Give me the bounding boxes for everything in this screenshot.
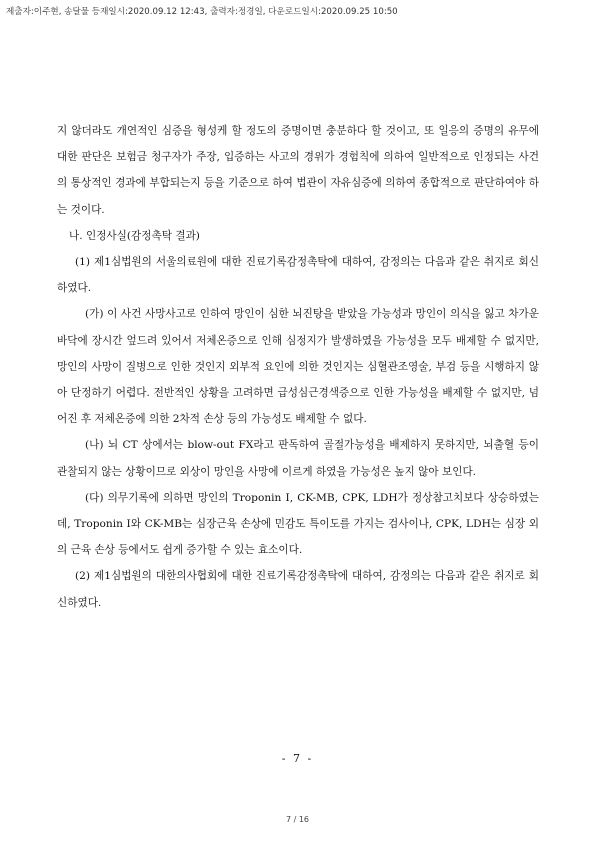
- paragraph-seoul-medical-center: (1) 제1심법원의 서울의료원에 대한 진료기록감정촉탁에 대하여, 감정의는 다음과 같은 취지로 회신하였다.: [57, 256, 539, 295]
- paragraph-standard-of-proof: 지 않더라도 개연적인 심증을 형성케 할 정도의 증명이면 충분하다 할 것이고, 또 일응의 증명의 유무에 대한 판단은 보험금 청구자가 주장, 입증하는 사고의 경위가 경험칙에 의하여 일반적으로 인정되는 사건의 통상적인 경과에 부합되는지 등을 기준으로 하여 법관이 자유심증에 의하여 종합적으로 판단하여야 하는 것이다.: [57, 125, 539, 216]
- paragraph-item-na: (나) 뇌 CT 상에서는 blow-out FX라고 판독하여 골절가능성을 배제하지 못하지만, 뇌출혈 등이 관찰되지 않는 상황이므로 외상이 망인을 사망에 이르게 하였을 가능성은 높지 않아 보인다.: [57, 439, 539, 478]
- page-number: - 7 -: [281, 752, 314, 765]
- paragraph-item-ga: (가) 이 사건 사망사고로 인하여 망인이 심한 뇌진탕을 받았을 가능성과 망인이 의식을 잃고 차가운 바닥에 장시간 엎드려 있어서 저체온증으로 인해 심정지가 발생하였을 가능성을 모두 배제할 수 없지만, 망인의 사망이 질병으로 인한 것인지 외부적 요인에 의한 것인지는 심혈관조영술, 부검 등을 시행하지 않아 단정하기 어렵다. 전반적인 상황을 고려하면 급성심근경색증으로 인한 가능성을 배제할 수 없지만, 넘어진 후 저체온증에 의한 2차적 손상 등의 가능성도 배제할 수 없다.: [57, 308, 539, 426]
- page-indicator: 7 / 16: [285, 815, 310, 824]
- paragraph-korean-medical-association: (2) 제1심법원의 대한의사협회에 대한 진료기록감정촉탁에 대하여, 감정의는 다음과 같은 취지로 회신하였다.: [57, 570, 539, 609]
- paragraph-item-da: (다) 의무기록에 의하면 망인의 Troponin I, CK-MB, CPK, LDH가 정상참고치보다 상승하였는데, Troponin I와 CK-MB는 심장근육 손상에 민감도 특이도를 가지는 검사이나, CPK, LDH는 심장 외의 근육 손상 등에서도 쉽게 증가할 수 있는 효소이다.: [57, 491, 539, 557]
- document-header: 제출자:이주현, 송달물 등재일시:2020.09.12 12:43, 출력자:정경일, 다운로드일시:2020.09.25 10:50: [6, 7, 398, 17]
- document-body: [57, 118, 539, 616]
- section-heading-findings: 나. 인정사실(감정촉탁 결과): [69, 229, 200, 242]
